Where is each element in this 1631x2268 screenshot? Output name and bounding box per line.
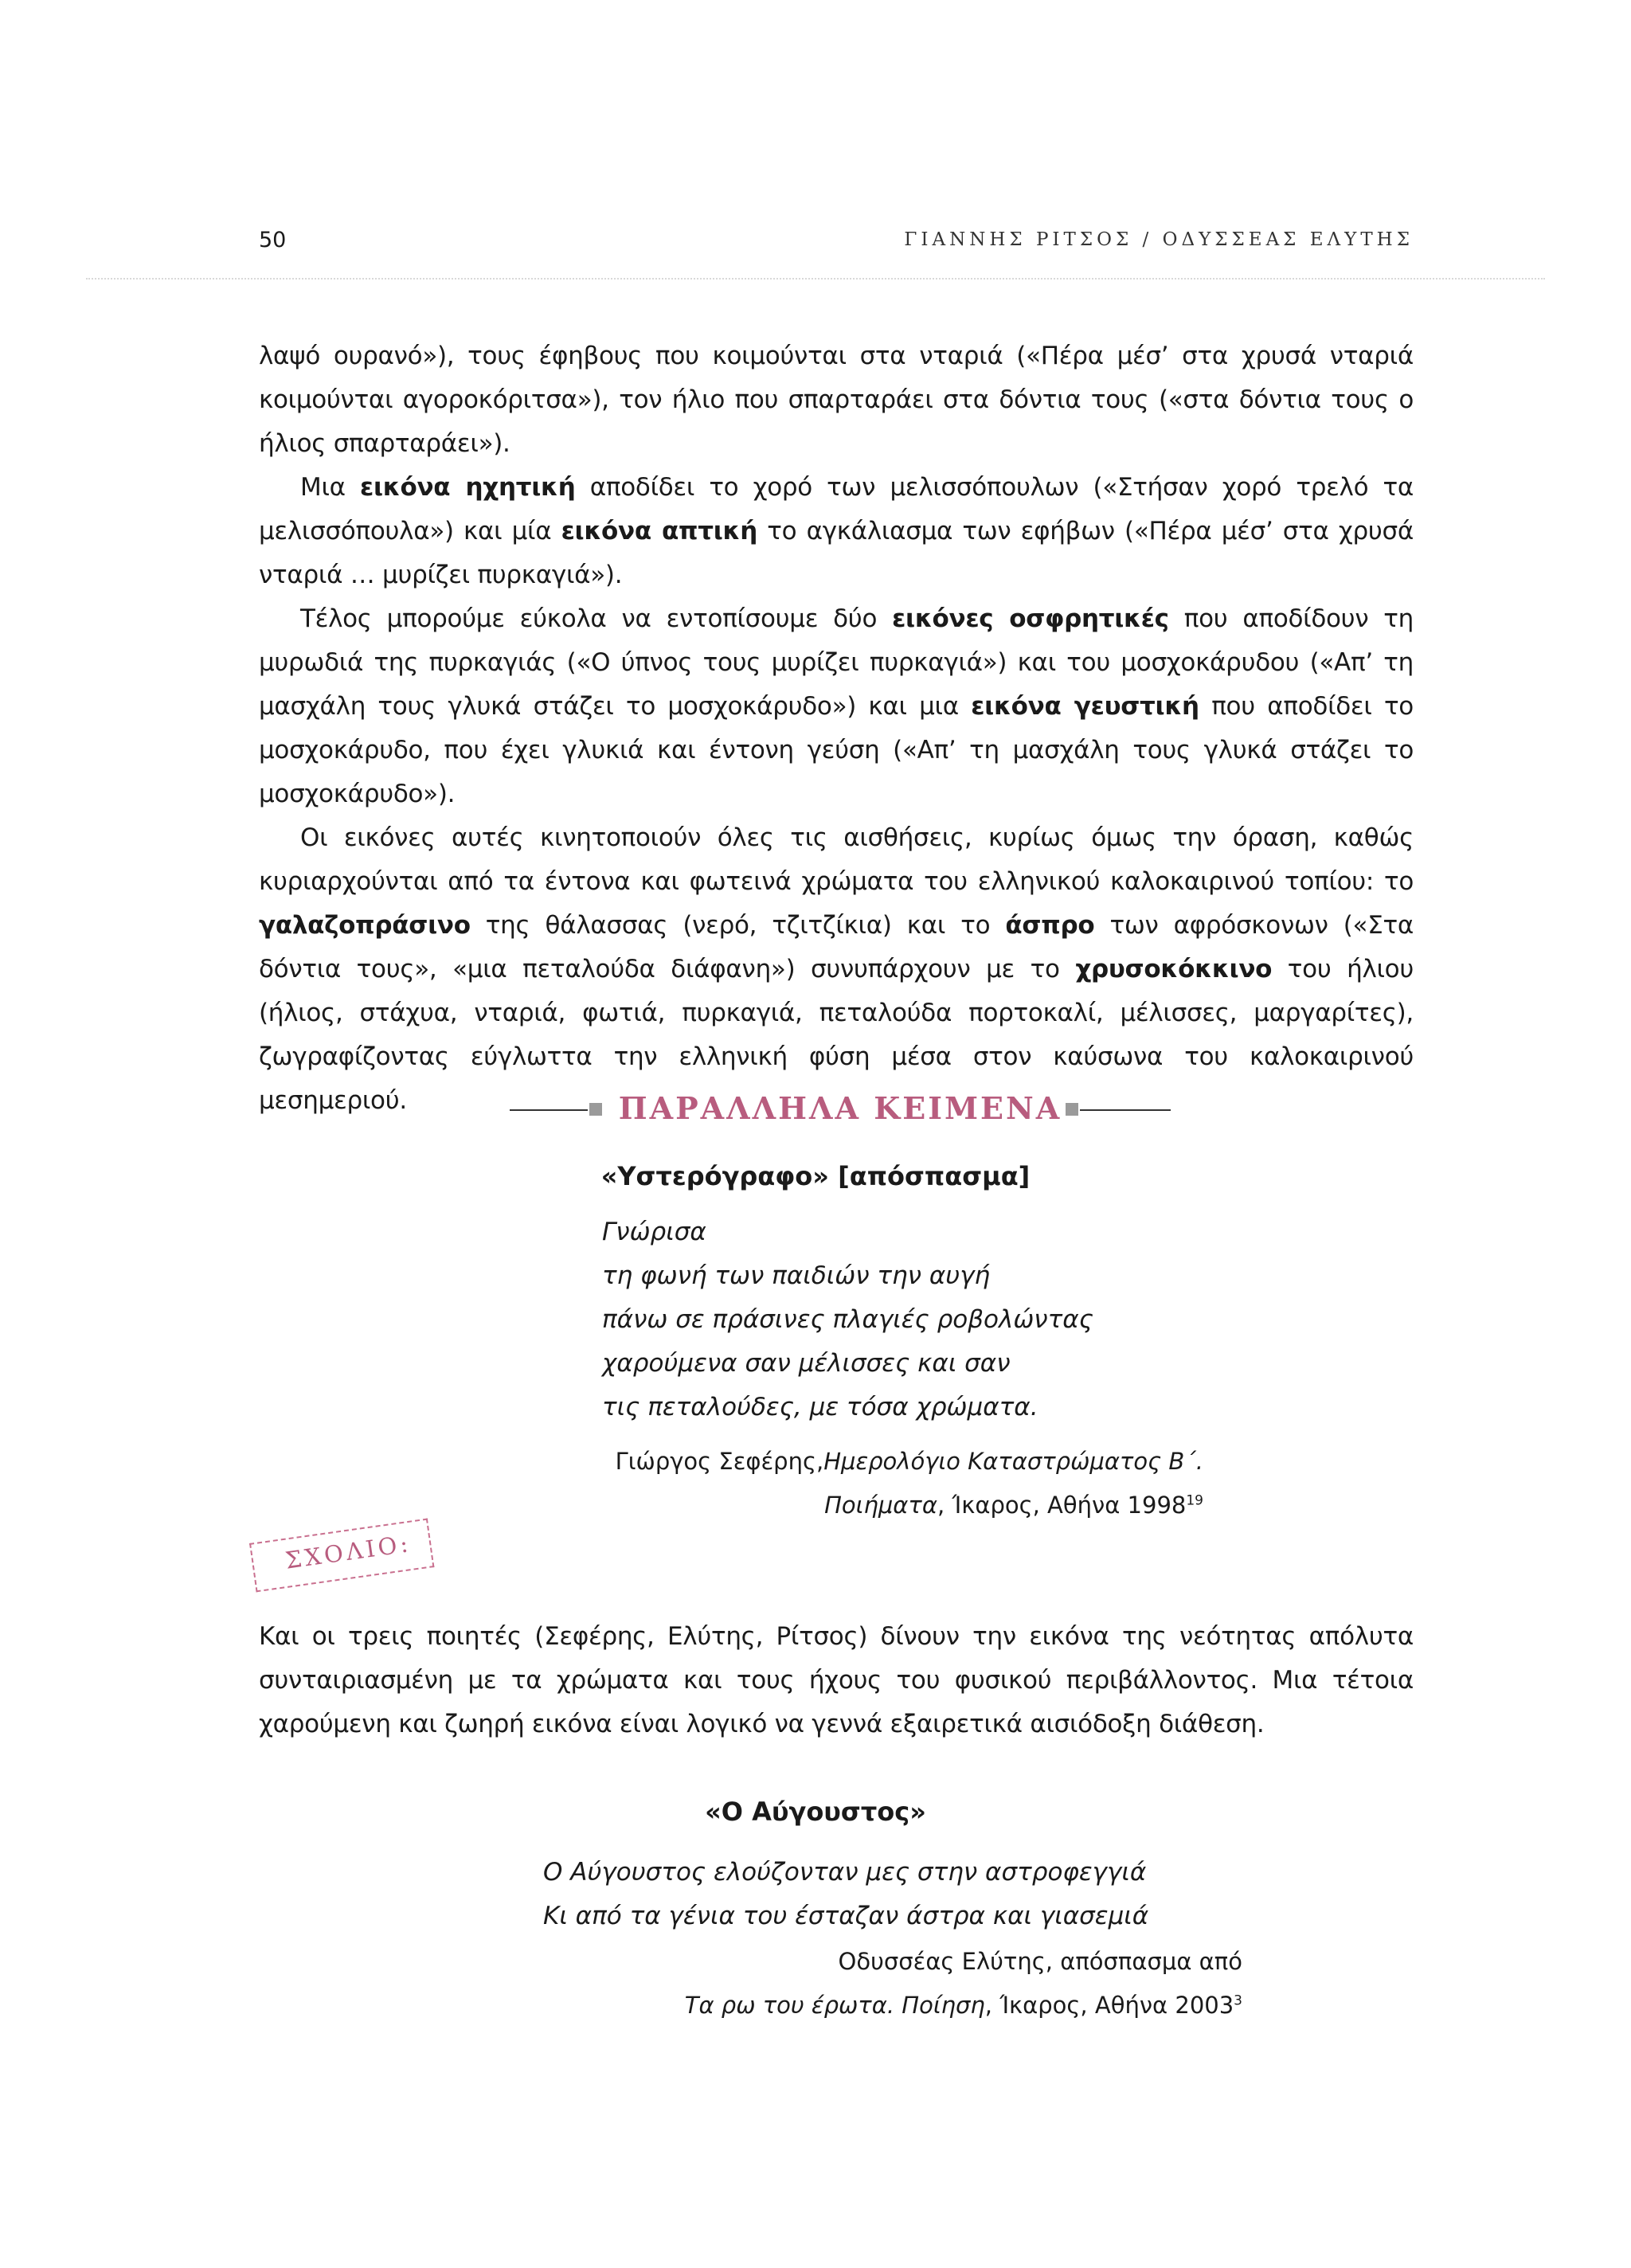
poem-line: Γνώρισα [602, 1218, 706, 1246]
header-divider [86, 278, 1545, 280]
poem1-lines [602, 1210, 1093, 1429]
scholio-stamp [249, 1519, 434, 1593]
body-text [259, 334, 1414, 1123]
heading-square-right [1066, 1103, 1078, 1116]
poem-line: τις πεταλούδες, με τόσα χρώματα. [602, 1393, 1038, 1421]
citation-line: Τα ρω του έρωτα. Ποίηση, Ίκαρος, Αθήνα 2003$^3$ [684, 1992, 1242, 2019]
scholio-label: ΣΧΟΛΙΟ: [284, 1529, 413, 1574]
poem-line: τη φωνή των παιδιών την αυγή [602, 1261, 991, 1290]
poem2-title: «Ο Αύγουστος» [705, 1797, 926, 1827]
citation-line: Ποιήματα, Ίκαρος, Αθήνα 1998$^{19}$ [824, 1492, 1203, 1519]
citation-line: Οδυσσέας Ελύτης, απόσπασμα από [838, 1948, 1242, 1975]
poem2-lines [543, 1851, 1148, 1938]
poem-line: πάνω σε πράσινες πλαγιές ροβολώντας [602, 1305, 1093, 1334]
poem2-citation [685, 1940, 1242, 2028]
page-number: 50 [259, 228, 287, 252]
running-head: ΓΙΑΝΝΗΣ ΡΙΤΣΟΣ / ΟΔΥΣΣΕΑΣ ΕΛΥΤΗΣ [904, 229, 1414, 250]
section-title-text: ΠΑΡΑΛΛΗΛΑ ΚΕΙΜΕΝΑ [618, 1090, 1062, 1126]
paragraph-1: λαψό ουρανό»), τους έφηβους που κοιμούνται στα νταριά («Πέρα μέσ’ στα χρυσά νταριά κοιμούνται αγοροκόριτσα»), τον ήλιο που σπαρταράει στα δόντια τους («στα δόντια τους ο ήλιος σπαρταράει»). [259, 342, 1414, 458]
page-header [259, 228, 1414, 263]
citation-line: Γιώργος Σεφέρης,Ημερολόγιο Καταστρώματος Β΄. [615, 1448, 1203, 1475]
paragraph-3: Τέλος μπορούμε εύκολα να εντοπίσουμε δύο εικόνες οσφρητικές που αποδίδουν τη μυρωδιά της πυρκαγιάς («Ο ύπνος τους μυρίζει πυρκαγιά») και του μοσχοκάρυδου («Απ’ τη μασχάλη τους γλυκά στάζει το μοσχοκάρυδο») και μια εικόνα γευστική που αποδίδει το μοσχοκάρυδο, που έχει γλυκιά και έντονη γεύση («Απ’ τη μασχάλη τους γλυκά στάζει το μοσχοκάρυδο»). [259, 604, 1414, 808]
section-heading [510, 1085, 1171, 1132]
scholio-text [259, 1615, 1414, 1746]
scholio-paragraph: Και οι τρεις ποιητές (Σεφέρης, Ελύτης, Ρίτσος) δίνουν την εικόνα της νεότητας απόλυτα συνταιριασμένη με τα χρώματα και τους ήχους του φυσικού περιβάλλοντος. Μια τέτοια χαρούμενη και ζωηρή εικόνα είναι λογικό να γεννά εξαιρετικά αισιόδοξη διάθεση. [259, 1622, 1414, 1738]
heading-rule-right [1080, 1109, 1171, 1111]
poem1-title: «Υστερόγραφο» [απόσπασμα] [600, 1161, 1031, 1191]
footnote-ref: 3 [1234, 1992, 1242, 2009]
paragraph-2: Μια εικόνα ηχητική αποδίδει το χορό των μελισσόπουλων («Στήσαν χορό τρελό τα μελισσόπουλα») και μία εικόνα απτική το αγκάλιασμα των εφήβων («Πέρα μέσ’ στα χρυσά νταριά … μυρίζει πυρκαγιά»). [259, 473, 1414, 589]
footnote-ref: 19 [1186, 1492, 1203, 1509]
paragraph-4: Οι εικόνες αυτές κινητοποιούν όλες τις αισθήσεις, κυρίως όμως την όραση, καθώς κυριαρχούνται από τα έντονα και φωτεινά χρώματα του ελληνικού καλοκαιρινού τοπίου: το γαλαζοπράσινο της θάλασσας (νερό, τζιτζίκια) και το άσπρο των αφρόσκονων («Στα δόντια τους», «μια πεταλούδα διάφανη») συνυπάρχουν με το χρυσοκόκκινο του ήλιου (ήλιος, στάχυα, νταριά, φωτιά, πυρκαγιά, πεταλούδα πορτοκαλί, μέλισσες, μαργαρίτες), ζωγραφίζοντας εύγλωττα την ελληνική φύση μέσα στον καύσωνα του καλοκαιρινού μεσημεριού. [259, 823, 1414, 1115]
poem-line: χαρούμενα σαν μέλισσες και σαν [602, 1349, 1011, 1378]
poem-line: Κι από τα γένια του έσταζαν άστρα και γιασεμιά [543, 1902, 1149, 1930]
poem1-citation [616, 1440, 1203, 1527]
poem-line: Ο Αύγουστος ελούζονταν μες στην αστροφεγγιά [543, 1858, 1147, 1887]
